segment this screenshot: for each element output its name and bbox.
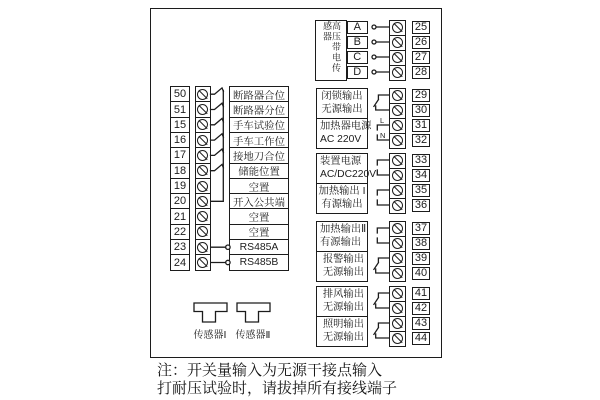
terminal-screw-icon — [392, 253, 403, 264]
terminal-screw-icon — [392, 155, 403, 166]
screw-terminal — [389, 103, 406, 119]
signal-label: 开入公共端 — [229, 193, 289, 210]
terminal-screw-icon — [392, 268, 403, 279]
terminal-screw-icon — [392, 135, 403, 146]
screw-terminal — [389, 20, 406, 36]
output-group-label — [316, 221, 368, 252]
screw-terminal — [389, 35, 406, 51]
output-label-line: 报警输出 — [322, 254, 364, 265]
terminal-number: 26 — [412, 36, 430, 49]
screw-terminal — [389, 286, 406, 302]
screw-terminal — [389, 221, 406, 237]
screw-terminal — [195, 132, 211, 149]
terminal-screw-icon — [392, 333, 403, 344]
terminal-screw-icon — [392, 200, 403, 211]
wire-label-l: L — [380, 115, 385, 125]
terminal-number: 20 — [170, 193, 190, 210]
screw-terminal — [195, 193, 211, 210]
output-label-line: 无源输出 — [322, 302, 364, 313]
terminal-number: 21 — [170, 208, 190, 225]
terminal-number: 38 — [412, 237, 430, 250]
screw-terminal — [389, 251, 406, 267]
terminal-number: 18 — [170, 163, 190, 180]
terminal-screw-icon — [197, 89, 208, 100]
output-group-label — [316, 153, 377, 184]
output-label-line: 无源输出 — [322, 267, 364, 278]
terminal-number: 29 — [412, 89, 430, 102]
screw-terminal — [389, 236, 406, 252]
terminal-number: 42 — [412, 302, 430, 315]
terminal-number: 39 — [412, 252, 430, 265]
terminal-screw-icon — [197, 119, 208, 130]
screw-terminal — [389, 153, 406, 169]
screw-terminal — [195, 178, 211, 195]
terminal-number: 43 — [412, 317, 430, 330]
channel-letter: C — [347, 51, 369, 64]
screw-terminal — [195, 147, 211, 164]
terminal-number: 32 — [412, 134, 430, 147]
signal-label: 断路器分位 — [229, 101, 289, 118]
screw-terminal — [195, 117, 211, 134]
terminal-number: 16 — [170, 132, 190, 149]
terminal-screw-icon — [392, 223, 403, 234]
terminal-number: 44 — [412, 332, 430, 345]
terminal-screw-icon — [392, 22, 403, 33]
screw-terminal — [389, 266, 406, 282]
terminal-number: 34 — [412, 169, 430, 182]
terminal-number: 30 — [412, 104, 430, 117]
note-line-2: 打耐压试验时，请拔掉所有接线端子 — [157, 380, 398, 397]
screw-terminal — [389, 168, 406, 184]
terminal-number: 24 — [170, 254, 190, 271]
terminal-screw-icon — [197, 226, 208, 237]
signal-label: RS485A — [229, 239, 289, 256]
terminal-screw-icon — [197, 196, 208, 207]
terminal-screw-icon — [392, 170, 403, 181]
terminal-screw-icon — [392, 67, 403, 78]
terminal-number: 22 — [170, 224, 190, 241]
output-group-label — [316, 88, 368, 119]
terminal-screw-icon — [197, 104, 208, 115]
output-label-line: 加热输出 I — [318, 186, 366, 197]
channel-letter: B — [347, 36, 369, 49]
terminal-screw-icon — [392, 52, 403, 63]
output-group-label — [316, 118, 372, 149]
channel-letter: A — [347, 21, 369, 34]
terminal-screw-icon — [197, 150, 208, 161]
terminal-number: 36 — [412, 199, 430, 212]
hv-sensor-box — [315, 20, 347, 81]
terminal-screw-icon — [392, 37, 403, 48]
output-label-line: 照明输出 — [322, 319, 364, 330]
signal-label: 手车试验位 — [229, 117, 289, 134]
screw-terminal — [389, 118, 406, 134]
screw-terminal — [389, 50, 406, 66]
screw-terminal — [389, 65, 406, 81]
terminal-number: 19 — [170, 178, 190, 195]
terminal-screw-icon — [392, 90, 403, 101]
signal-label: 空置 — [229, 208, 289, 225]
signal-label: 储能位置 — [229, 163, 289, 180]
signal-label: 空置 — [229, 224, 289, 241]
terminal-number: 17 — [170, 147, 190, 164]
screw-terminal — [389, 183, 406, 199]
terminal-number: 27 — [412, 51, 430, 64]
terminal-number: 40 — [412, 267, 430, 280]
output-label-line: 无源输出 — [322, 332, 364, 343]
signal-label: 断路器合位 — [229, 86, 289, 103]
terminal-number: 50 — [170, 86, 190, 103]
signal-label: 接地刀合位 — [229, 147, 289, 164]
screw-terminal — [195, 239, 211, 256]
terminal-screw-icon — [392, 318, 403, 329]
note-line-1: 注：开关量输入为无源干接点输入 — [157, 362, 383, 379]
screw-terminal — [195, 163, 211, 180]
sensor-i-label: 传感器Ⅰ — [193, 330, 227, 341]
terminal-number: 25 — [412, 21, 430, 34]
wire-label-n: N — [380, 130, 386, 140]
output-label-line: 有源输出 — [321, 199, 363, 210]
output-group-label — [316, 316, 368, 347]
sensor-ii-label: 传感器Ⅱ — [235, 330, 271, 341]
terminal-number: 51 — [170, 101, 190, 118]
output-label-line: 无源输出 — [321, 104, 363, 115]
channel-letter: D — [347, 66, 369, 79]
output-label-line: 加热器电源 — [320, 121, 372, 132]
screw-terminal — [195, 208, 211, 225]
hv-sensor-title: 高压带电传感器 — [322, 20, 341, 73]
output-label-line: AC/DC220V — [320, 169, 377, 180]
output-group-label — [316, 183, 368, 214]
screw-terminal — [195, 101, 211, 118]
terminal-screw-icon — [197, 135, 208, 146]
terminal-number: 15 — [170, 117, 190, 134]
screw-terminal — [195, 254, 211, 271]
terminal-number: 23 — [170, 239, 190, 256]
screw-terminal — [389, 331, 406, 347]
screw-terminal — [195, 86, 211, 103]
screw-terminal — [195, 224, 211, 241]
screw-terminal — [389, 133, 406, 149]
terminal-screw-icon — [392, 120, 403, 131]
screw-terminal — [389, 198, 406, 214]
signal-label: 空置 — [229, 178, 289, 195]
output-label-line: 装置电源 — [320, 156, 362, 167]
terminal-screw-icon — [197, 165, 208, 176]
terminal-screw-icon — [392, 238, 403, 249]
terminal-number: 37 — [412, 222, 430, 235]
terminal-screw-icon — [197, 211, 208, 222]
screw-terminal — [389, 301, 406, 317]
output-label-line: AC 220V — [320, 134, 362, 145]
signal-label: RS485B — [229, 254, 289, 271]
output-label-line: 排风输出 — [322, 289, 364, 300]
output-label-line: 有源输出 — [320, 237, 362, 248]
terminal-screw-icon — [392, 288, 403, 299]
screw-terminal — [389, 88, 406, 104]
terminal-screw-icon — [392, 105, 403, 116]
screw-terminal — [389, 316, 406, 332]
signal-label: 手车工作位 — [229, 132, 289, 149]
terminal-number: 28 — [412, 66, 430, 79]
output-group-label — [316, 286, 368, 317]
terminal-screw-icon — [197, 181, 208, 192]
terminal-screw-icon — [197, 257, 208, 268]
output-label-line: 加热输出Ⅱ — [320, 224, 367, 235]
terminal-number: 41 — [412, 287, 430, 300]
terminal-number: 35 — [412, 184, 430, 197]
terminal-screw-icon — [392, 303, 403, 314]
terminal-number: 31 — [412, 119, 430, 132]
terminal-number: 33 — [412, 154, 430, 167]
terminal-screw-icon — [392, 185, 403, 196]
output-label-line: 闭锁输出 — [321, 91, 363, 102]
output-group-label — [316, 251, 368, 282]
terminal-screw-icon — [197, 242, 208, 253]
